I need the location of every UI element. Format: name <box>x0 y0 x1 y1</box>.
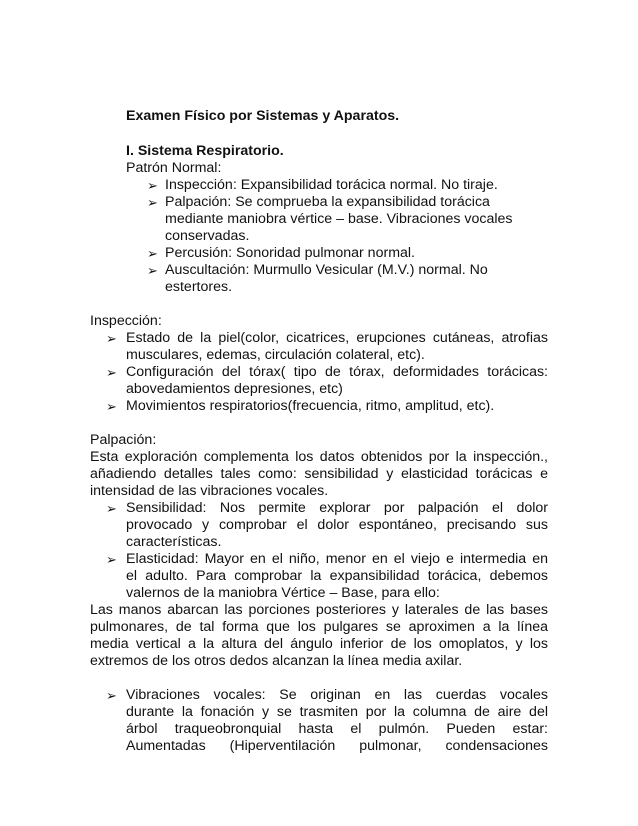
arrow-bullet-icon: ➢ <box>106 331 117 346</box>
palpation-hands-line: media vertical a la altura del ángulo inferior de los omoplatos, y los <box>90 636 548 652</box>
vibrations-line: Vibraciones vocales: Se originan en las cuerdas vocales <box>126 687 548 703</box>
palpation-item-elasticity-line: el adulto. Para comprobar la expansibilidad torácica, debemos <box>126 568 548 584</box>
section-heading: I. Sistema Respiratorio. <box>126 143 284 159</box>
palpation-item-elasticity-line: valernos de la maniobra Vértice – Base, para ello: <box>126 585 440 601</box>
arrow-bullet-icon: ➢ <box>106 501 117 516</box>
palpation-item-sensitivity-line: características. <box>126 534 222 550</box>
arrow-bullet-icon: ➢ <box>106 552 117 567</box>
inspection-item-movements-line: Movimientos respiratorios(frecuencia, ritmo, amplitud, etc). <box>126 398 495 414</box>
normal-item-auscultation-line: estertores. <box>165 279 233 295</box>
normal-item-palpation-line: Palpación: Se comprueba la expansibilidad torácica <box>165 194 490 210</box>
palpation-intro-line: Esta exploración complementa los datos obtenidos por la inspección., <box>90 449 548 465</box>
vibrations-line: durante la fonación y se trasmiten por la columna de aire del <box>126 704 548 720</box>
palpation-item-elasticity-line: Elasticidad: Mayor en el niño, menor en el viejo e intermedia en <box>126 551 548 567</box>
arrow-bullet-icon: ➢ <box>106 365 117 380</box>
palpation-intro-line: intensidad de las vibraciones vocales. <box>90 483 329 499</box>
palpation-hands-line: pulmonares, de tal forma que los pulgares se aproximen a la línea <box>90 619 548 635</box>
arrow-bullet-icon: ➢ <box>106 688 117 703</box>
arrow-bullet-icon: ➢ <box>147 195 158 210</box>
normal-item-auscultation-line: Auscultación: Murmullo Vesicular (M.V.) normal. No <box>165 262 488 278</box>
inspection-label: Inspección: <box>90 313 162 329</box>
inspection-item-skin-line: Estado de la piel(color, cicatrices, erupciones cutáneas, atrofias <box>126 330 548 346</box>
normal-item-palpation-line: mediante maniobra vértice – base. Vibraciones vocales <box>165 211 513 227</box>
normal-item-percussion-line: Percusión: Sonoridad pulmonar normal. <box>165 245 415 261</box>
palpation-intro-line: añadiendo detalles tales como: sensibilidad y elasticidad torácicas e <box>90 466 548 482</box>
inspection-item-skin-line: musculares, edemas, circulación colateral, etc). <box>126 347 425 363</box>
vibrations-line: Aumentadas (Hiperventilación pulmonar, condensaciones <box>126 738 548 754</box>
arrow-bullet-icon: ➢ <box>147 178 158 193</box>
palpation-item-sensitivity-line: Sensibilidad: Nos permite explorar por palpación el dolor <box>126 500 548 516</box>
inspection-item-thorax-line: Configuración del tórax( tipo de tórax, deformidades torácicas: <box>126 364 548 380</box>
palpation-hands-line: extremos de los otros dedos alcanzan la línea media axilar. <box>90 653 463 669</box>
palpation-hands-line: Las manos abarcan las porciones posteriores y laterales de las bases <box>90 602 548 618</box>
arrow-bullet-icon: ➢ <box>106 399 117 414</box>
normal-item-inspection-line: Inspección: Expansibilidad torácica normal. No tiraje. <box>165 177 498 193</box>
inspection-item-thorax-line: abovedamientos depresiones, etc) <box>126 381 343 397</box>
page-title: Examen Físico por Sistemas y Aparatos. <box>126 108 400 124</box>
palpation-item-sensitivity-line: provocado y comprobar el dolor espontáneo, precisando sus <box>126 517 548 533</box>
arrow-bullet-icon: ➢ <box>147 246 158 261</box>
palpation-label: Palpación: <box>90 432 157 448</box>
normal-pattern-label: Patrón Normal: <box>126 160 222 176</box>
vibrations-line: árbol traqueobronquial hasta el pulmón. Pueden estar: <box>126 721 548 737</box>
normal-item-palpation-line: conservadas. <box>165 228 250 244</box>
arrow-bullet-icon: ➢ <box>147 263 158 278</box>
